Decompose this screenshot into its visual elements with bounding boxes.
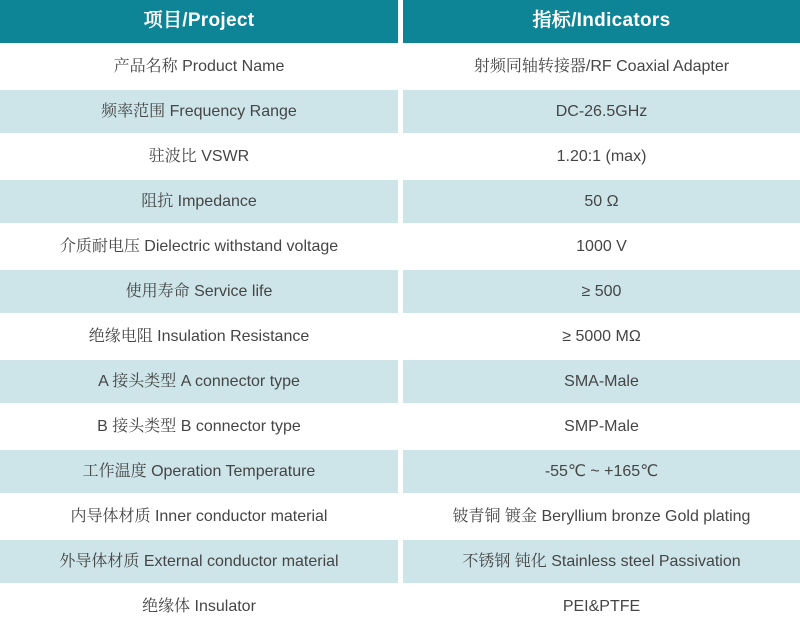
spec-value-cell: 1000 V — [403, 225, 800, 268]
spec-label-cell: 频率范围 Frequency Range — [0, 90, 398, 133]
spec-label-cell: 使用寿命 Service life — [0, 270, 398, 313]
table-body — [0, 45, 800, 628]
spec-value-cell: DC-26.5GHz — [403, 90, 800, 133]
table-row-dielectric-withstand-voltage — [0, 225, 800, 268]
spec-value-cell: 50 Ω — [403, 180, 800, 223]
spec-label-cell: 工作温度 Operation Temperature — [0, 450, 398, 493]
table-row-impedance — [0, 180, 800, 223]
spec-label-cell: 内导体材质 Inner conductor material — [0, 495, 398, 538]
table-row-service-life — [0, 270, 800, 313]
table-row-external-conductor-material — [0, 540, 800, 583]
spec-value-cell: PEI&PTFE — [403, 585, 800, 628]
spec-label-cell: B 接头类型 B connector type — [0, 405, 398, 448]
table-row-inner-conductor-material — [0, 495, 800, 538]
spec-label-cell: 介质耐电压 Dielectric withstand voltage — [0, 225, 398, 268]
spec-label-cell: 外导体材质 External conductor material — [0, 540, 398, 583]
spec-value-cell: ≥ 5000 MΩ — [403, 315, 800, 358]
spec-label-cell: 绝缘电阻 Insulation Resistance — [0, 315, 398, 358]
spec-label-cell: 产品名称 Product Name — [0, 45, 398, 88]
table-row-insulator — [0, 585, 800, 628]
spec-value-cell: 铍青铜 镀金 Beryllium bronze Gold plating — [403, 495, 800, 538]
table-row-operation-temperature — [0, 450, 800, 493]
table-header-row — [0, 0, 800, 43]
table-row-vswr — [0, 135, 800, 178]
spec-value-cell: 射频同轴转接器/RF Coaxial Adapter — [403, 45, 800, 88]
spec-value-cell: SMP-Male — [403, 405, 800, 448]
spec-value-cell: 1.20:1 (max) — [403, 135, 800, 178]
table-row-product-name — [0, 45, 800, 88]
table-row-frequency-range — [0, 90, 800, 133]
spec-value-cell: ≥ 500 — [403, 270, 800, 313]
table-row-a-connector-type — [0, 360, 800, 403]
table-row-insulation-resistance — [0, 315, 800, 358]
spec-value-cell: 不锈钢 钝化 Stainless steel Passivation — [403, 540, 800, 583]
spec-label-cell: A 接头类型 A connector type — [0, 360, 398, 403]
header-cell-indicators: 指标/Indicators — [403, 0, 800, 43]
header-cell-project: 项目/Project — [0, 0, 398, 43]
spec-value-cell: -55℃ ~ +165℃ — [403, 450, 800, 493]
table-row-b-connector-type — [0, 405, 800, 448]
spec-label-cell: 绝缘体 Insulator — [0, 585, 398, 628]
spec-label-cell: 驻波比 VSWR — [0, 135, 398, 178]
spec-value-cell: SMA-Male — [403, 360, 800, 403]
spec-label-cell: 阻抗 Impedance — [0, 180, 398, 223]
